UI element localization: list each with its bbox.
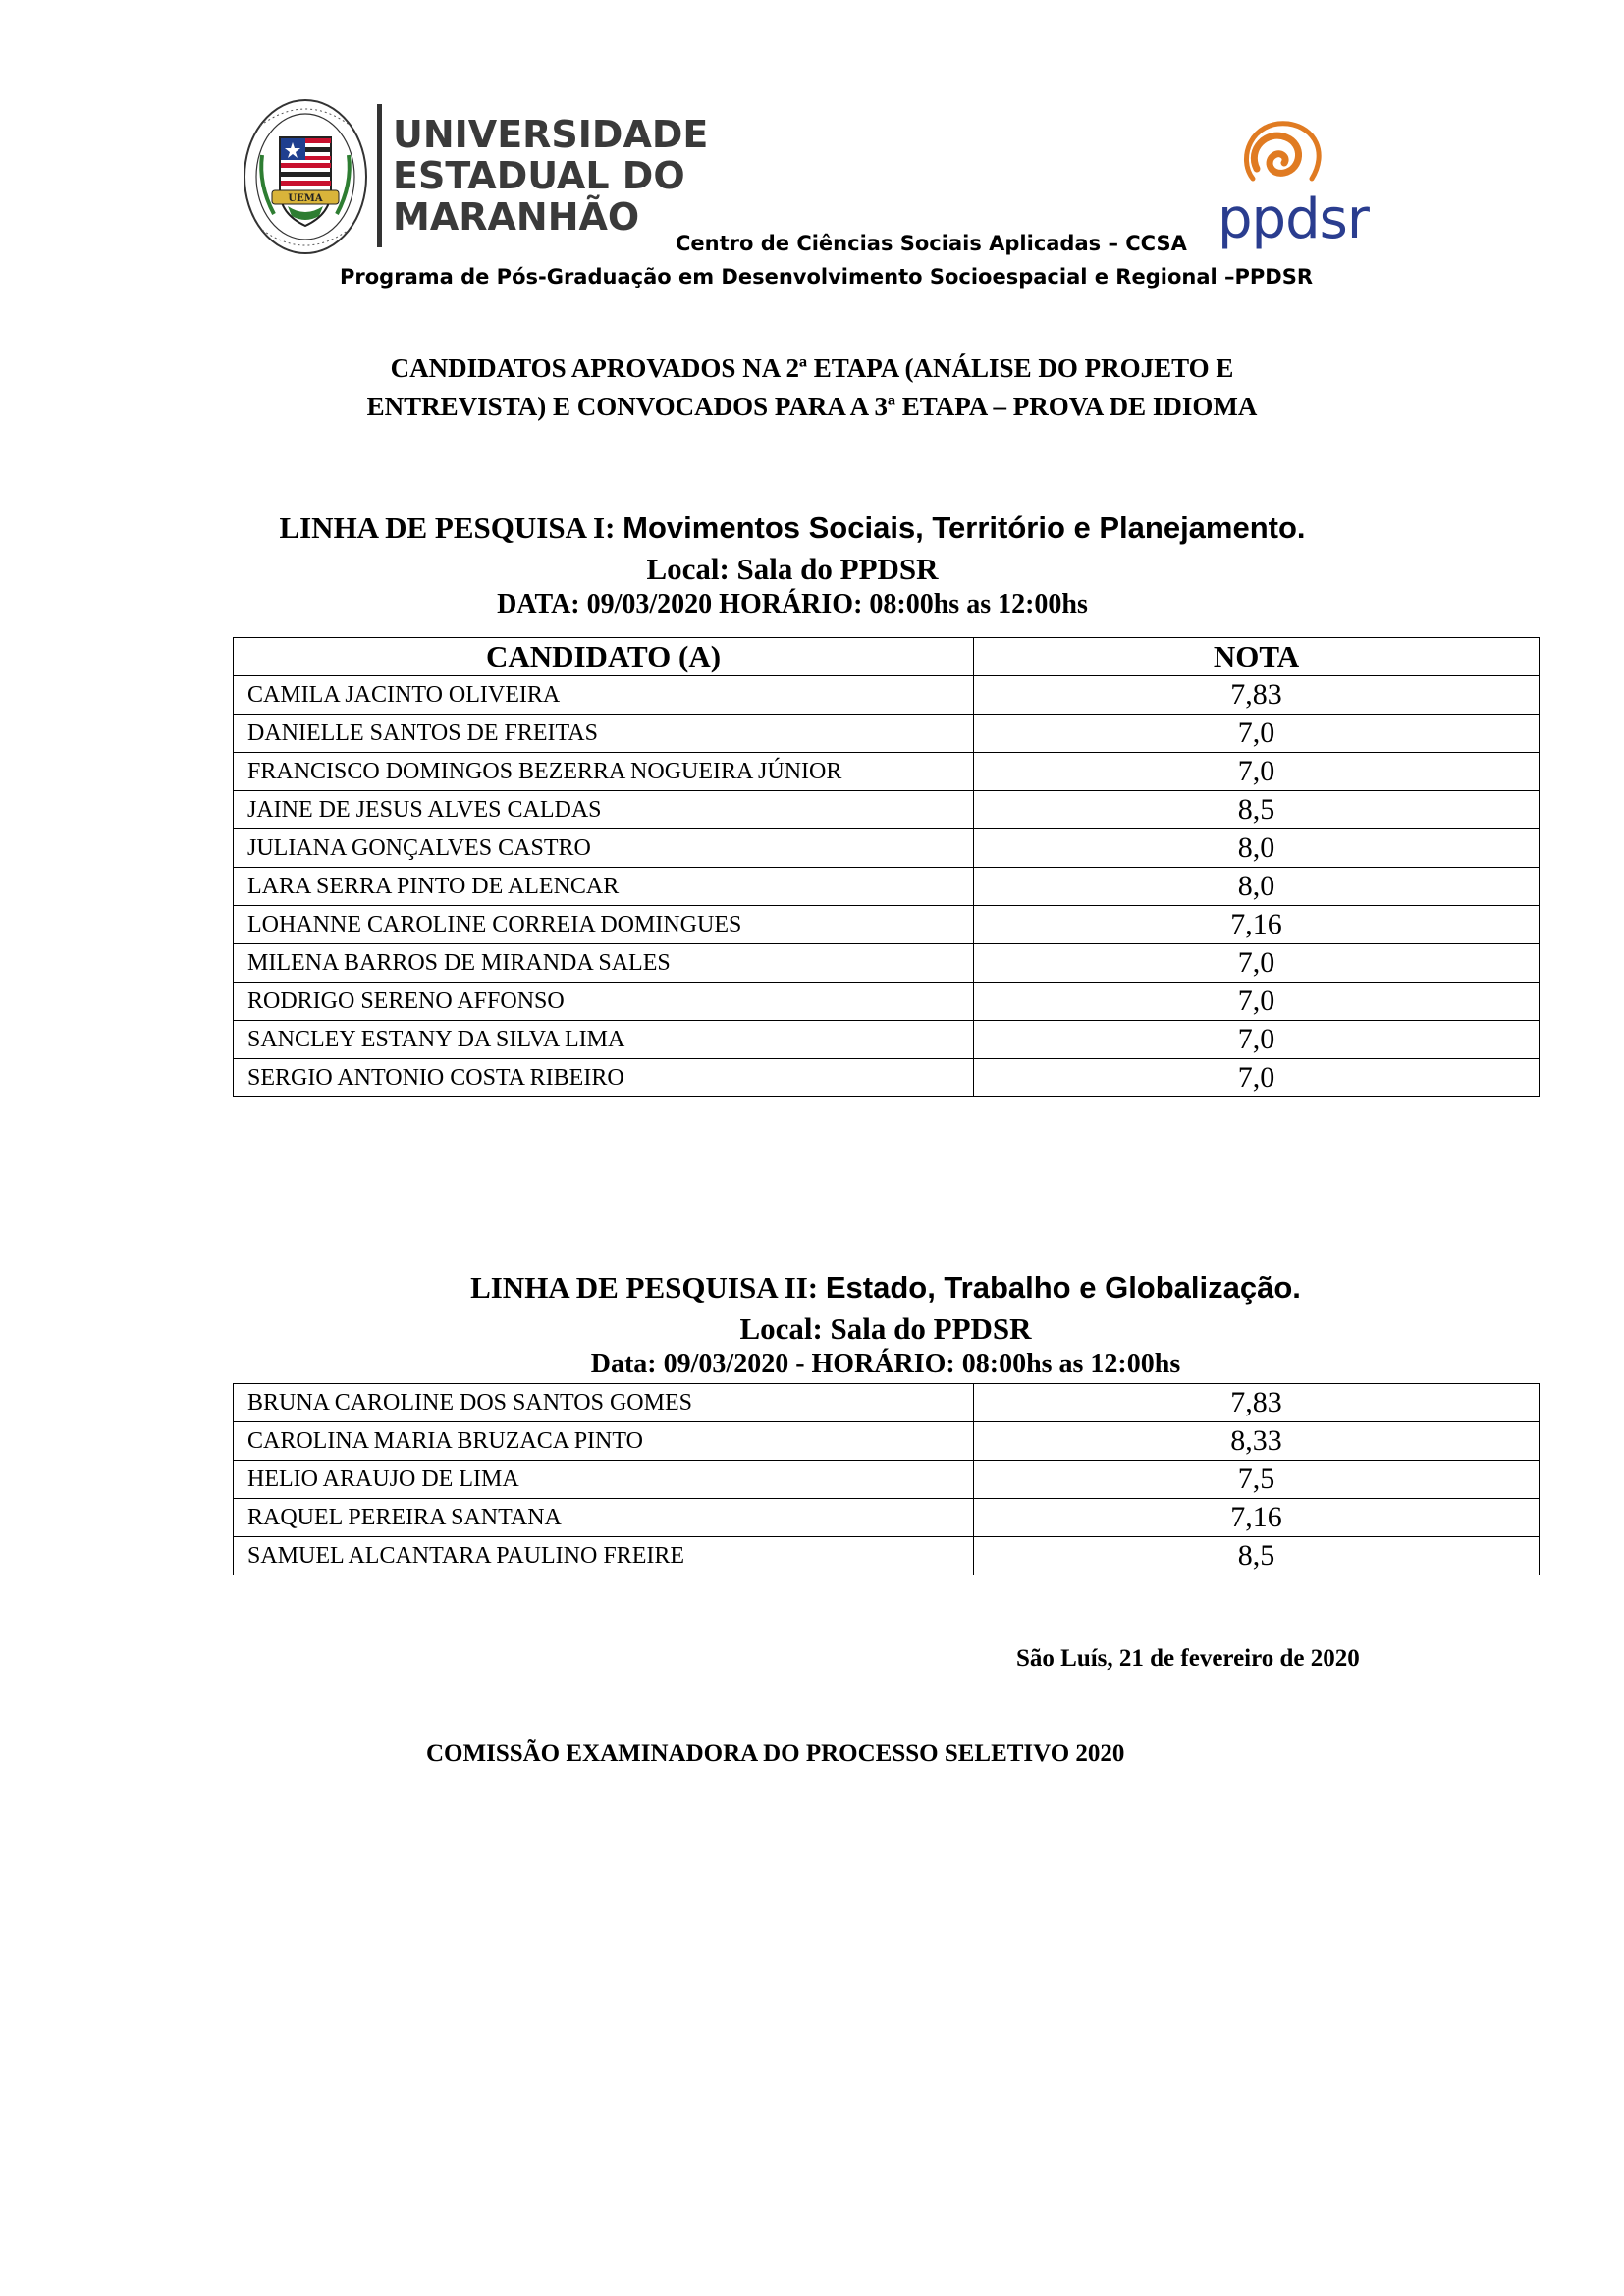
seal-text: UEMA: [288, 193, 323, 204]
research-line-1-prefix: LINHA DE PESQUISA I:: [279, 510, 623, 545]
candidate-name: BRUNA CAROLINE DOS SANTOS GOMES: [234, 1384, 974, 1422]
candidate-name: CAROLINA MARIA BRUZACA PINTO: [234, 1422, 974, 1461]
university-name-line-3: MARANHÃO: [393, 195, 640, 239]
table-row: [234, 983, 1540, 1021]
candidate-score: 8,0: [974, 829, 1540, 868]
candidate-score: 8,0: [974, 868, 1540, 906]
candidate-score: 7,16: [974, 906, 1540, 944]
candidate-name: RODRIGO SERENO AFFONSO: [234, 983, 974, 1021]
candidate-score: 7,0: [974, 983, 1540, 1021]
table-row: [234, 1422, 1540, 1461]
candidate-score: 8,33: [974, 1422, 1540, 1461]
committee-signature: COMISSÃO EXAMINADORA DO PROCESSO SELETIVO 2020: [426, 1740, 1125, 1767]
university-seal: [241, 96, 370, 257]
table-row: [234, 829, 1540, 868]
research-line-1-topic: Movimentos Sociais, Território e Planejamento.: [623, 510, 1306, 545]
table-row: [234, 791, 1540, 829]
candidate-name: LARA SERRA PINTO DE ALENCAR: [234, 868, 974, 906]
column-header-score: NOTA: [974, 638, 1540, 676]
document-title-line-2: ENTREVISTA) E CONVOCADOS PARA A 3ª ETAPA – PROVA DE IDIOMA: [366, 392, 1258, 421]
column-header-candidate: CANDIDATO (A): [234, 638, 974, 676]
center-name: Centro de Ciências Sociais Aplicadas – CCSA: [676, 232, 1187, 255]
candidate-score: 7,0: [974, 1059, 1540, 1097]
section-1-local: Local: Sala do PPDSR: [646, 552, 939, 586]
candidate-score: 8,5: [974, 1537, 1540, 1575]
table-row: [234, 1384, 1540, 1422]
research-line-2-prefix: LINHA DE PESQUISA II:: [470, 1270, 826, 1305]
program-name: Programa de Pós-Graduação em Desenvolvimento Socioespacial e Regional –PPDSR: [340, 265, 1314, 289]
candidate-name: JAINE DE JESUS ALVES CALDAS: [234, 791, 974, 829]
candidate-name: SAMUEL ALCANTARA PAULINO FREIRE: [234, 1537, 974, 1575]
place-and-date: São Luís, 21 de fevereiro de 2020: [1016, 1645, 1360, 1672]
candidate-name: LOHANNE CAROLINE CORREIA DOMINGUES: [234, 906, 974, 944]
candidate-score: 7,83: [974, 1384, 1540, 1422]
section-2-datetime: Data: 09/03/2020 - HORÁRIO: 08:00hs as 12:00hs: [590, 1349, 1181, 1379]
table-row: [234, 944, 1540, 983]
ppdsr-logo-text: ppdsr: [1218, 187, 1369, 251]
candidate-name: MILENA BARROS DE MIRANDA SALES: [234, 944, 974, 983]
candidate-score: 7,0: [974, 1021, 1540, 1059]
research-line-2-topic: Estado, Trabalho e Globalização.: [825, 1270, 1301, 1305]
table-row: [234, 753, 1540, 791]
candidate-score: 7,0: [974, 715, 1540, 753]
research-line-1-heading: [233, 512, 1352, 543]
candidate-name: HELIO ARAUJO DE LIMA: [234, 1461, 974, 1499]
table-row: [234, 1461, 1540, 1499]
section-1-datetime: DATA: 09/03/2020 HORÁRIO: 08:00hs as 12:00hs: [497, 589, 1088, 619]
table-row: [234, 906, 1540, 944]
candidate-name: SANCLEY ESTANY DA SILVA LIMA: [234, 1021, 974, 1059]
candidate-score: 7,0: [974, 944, 1540, 983]
candidate-name: FRANCISCO DOMINGOS BEZERRA NOGUEIRA JÚNIOR: [234, 753, 974, 791]
table-row: [234, 676, 1540, 715]
section-2-local: Local: Sala do PPDSR: [739, 1311, 1032, 1346]
table-row: [234, 715, 1540, 753]
table-row: [234, 1499, 1540, 1537]
brand-divider: [377, 104, 382, 247]
table-row: [234, 868, 1540, 906]
table-row: [234, 1537, 1540, 1575]
candidate-score: 7,0: [974, 753, 1540, 791]
candidate-score: 7,83: [974, 676, 1540, 715]
candidate-score: 7,5: [974, 1461, 1540, 1499]
candidate-name: SERGIO ANTONIO COSTA RIBEIRO: [234, 1059, 974, 1097]
candidate-name: DANIELLE SANTOS DE FREITAS: [234, 715, 974, 753]
section-2-results-table: [233, 1383, 1540, 1575]
university-name-line-1: UNIVERSIDADE: [393, 113, 709, 156]
candidate-score: 8,5: [974, 791, 1540, 829]
university-name-line-2: ESTADUAL DO: [393, 154, 685, 197]
candidate-name: JULIANA GONÇALVES CASTRO: [234, 829, 974, 868]
research-line-2-heading: [233, 1272, 1539, 1303]
table-header-row: [234, 638, 1540, 676]
table-row: [234, 1021, 1540, 1059]
candidate-name: CAMILA JACINTO OLIVEIRA: [234, 676, 974, 715]
document-title-line-1: CANDIDATOS APROVADOS NA 2ª ETAPA (ANÁLISE DO PROJETO E: [390, 353, 1234, 383]
candidate-score: 7,16: [974, 1499, 1540, 1537]
candidate-name: RAQUEL PEREIRA SANTANA: [234, 1499, 974, 1537]
table-row: [234, 1059, 1540, 1097]
section-1-results-table: [233, 637, 1540, 1097]
